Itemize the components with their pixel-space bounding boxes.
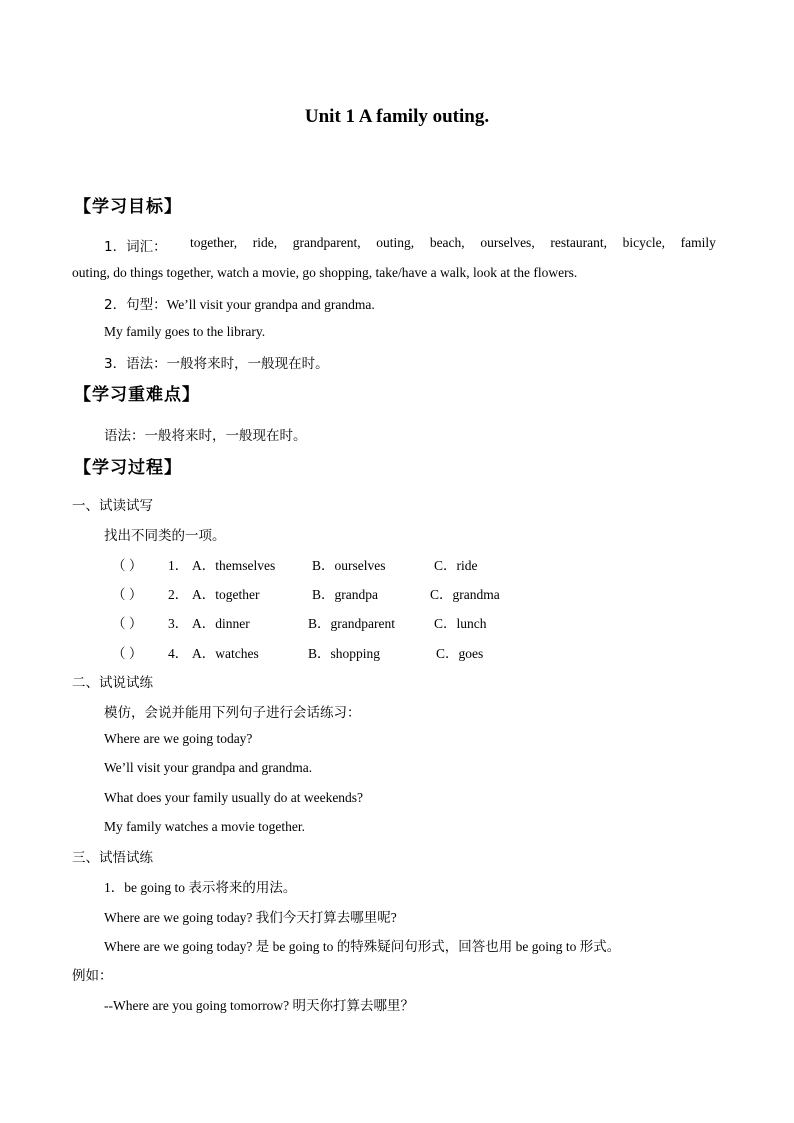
part3-example-3: --Where are you going tomorrow? 明天你打算去哪里？ [104,998,415,1013]
vocab-word: bicycle, [622,235,665,250]
sentence-pattern-line [104,293,375,313]
vocab-label: 1．词汇： [104,239,167,255]
pattern-sentence-1: We’ll visit your grandpa and grandma. [166,297,375,312]
question-number: 3． [168,616,189,631]
option-a: A．together [192,587,260,602]
vocab-word: beach, [429,235,465,250]
vocab-word: family [680,235,716,250]
part3-example-label: 例如： [72,968,113,984]
option-c: C．grandma [430,587,500,602]
answer-bracket[interactable]: （ ） [112,616,143,631]
option-b: B．ourselves [312,558,386,573]
vocab-line-2: outing, do things together, watch a movie, go shopping, take/have a walk, look at the flowers. [72,265,578,280]
grammar-line: 3．语法：一般将来时，一般现在时。 [104,356,329,372]
part1-instruction: 找出不同类的一项。 [104,528,226,544]
part3-title: 三、试悟试练 [72,850,153,866]
dialogue-line: My family watches a movie together. [104,819,305,834]
heading-learning-objectives: 【学习目标】 [74,197,182,217]
question-row [112,612,612,630]
vocab-word: ourselves, [480,235,535,250]
answer-bracket[interactable]: （ ） [112,587,143,602]
part1-title: 一、试读试写 [72,498,153,514]
question-row [112,642,612,660]
answer-bracket[interactable]: （ ） [112,646,143,661]
answer-bracket[interactable]: （ ） [112,558,143,573]
dialogue-line: What does your family usually do at weekends? [104,790,364,805]
vocab-line-1 [190,235,716,251]
part2-instruction: 模仿，会说并能用下列句子进行会话练习： [104,705,361,721]
vocab-word: together, [190,235,238,250]
vocab-word: grandparent, [292,235,361,250]
question-row [112,583,612,601]
dialogue-line: We’ll visit your grandpa and grandma. [104,760,313,775]
pattern-sentence-2: My family goes to the library. [104,324,266,339]
key-points-text: 语法：一般将来时，一般现在时。 [104,428,307,444]
part3-example-2: Where are we going today? 是 be going to 的特殊疑问句形式，回答也用 be going to 形式。 [104,939,621,954]
question-number: 1． [168,558,189,573]
question-number: 4． [168,646,189,661]
heading-learning-process: 【学习过程】 [74,458,182,478]
option-a: A．themselves [192,558,276,573]
vocab-word: outing, [376,235,415,250]
dialogue-line: Where are we going today? [104,731,253,746]
part2-title: 二、试说试练 [72,675,153,691]
option-a: A．watches [192,646,259,661]
option-b: B．grandpa [312,587,378,602]
option-b: B．grandparent [308,616,395,631]
option-c: C．lunch [434,616,487,631]
question-number: 2． [168,587,189,602]
document-title: Unit 1 A family outing. [304,106,490,127]
part3-example-1: Where are we going today? 我们今天打算去哪里呢? [104,910,397,925]
vocab-word: ride, [252,235,278,250]
heading-key-points: 【学习重难点】 [74,385,200,405]
option-c: C．goes [436,646,484,661]
option-a: A．dinner [192,616,250,631]
option-c: C．ride [434,558,478,573]
part3-point: 1．be going to 表示将来的用法。 [104,880,297,895]
pattern-label: 2．句型： [104,297,167,313]
question-row [112,554,612,572]
vocab-word: restaurant, [550,235,607,250]
option-b: B．shopping [308,646,381,661]
